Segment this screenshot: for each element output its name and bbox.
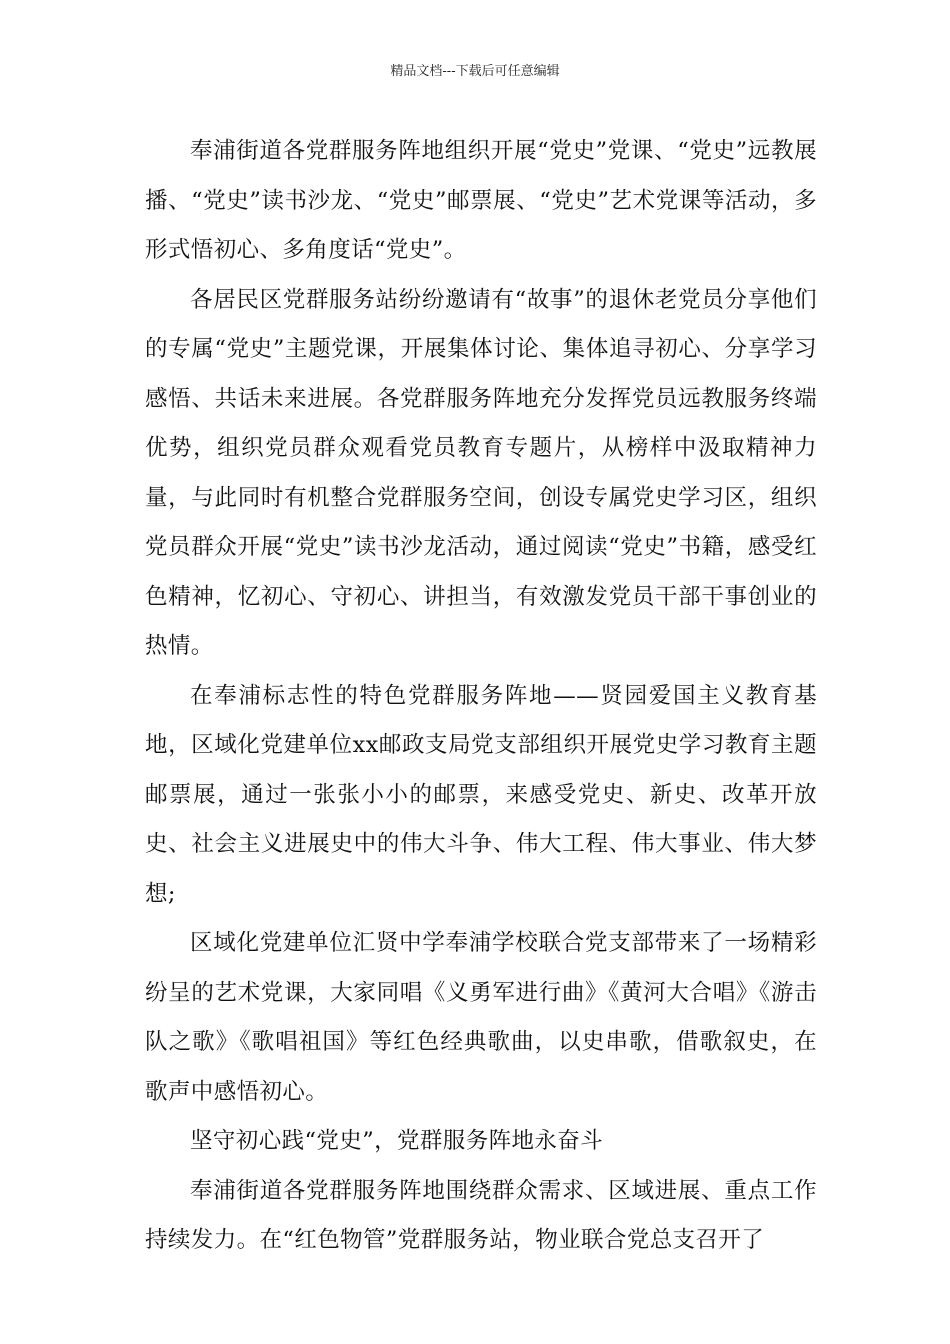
paragraph-5: 奉浦街道各党群服务阵地围绕群众需求、区域进展、重点工作持续发力。在“红色物管”党群服务站，物业联合党总支召开了 [145,1177,817,1253]
section-heading: 坚守初心践“党史”，党群服务阵地永奋斗 [190,1128,604,1154]
paragraph-2: 各居民区党群服务站纷纷邀请有“故事”的退休老党员分享他们的专属“党史”主题党课，开展集体讨论、集体追寻初心、分享学习感悟、共话未来进展。各党群服务阵地充分发挥党员远教服务终端优势，组织党员群众观看党员教育专题片，从榜样中汲取精神力量，与此同时有机整合党群服务空间，创设专属党史学习区，组织党员群众开展“党史”读书沙龙活动，通过阅读“党史”书籍，感受红色精神，忆初心、守初心、讲担当，有效激发党员干部干事创业的热情。 [145,286,817,659]
paragraph-4: 区域化党建单位汇贤中学奉浦学校联合党支部带来了一场精彩纷呈的艺术党课，大家同唱《义勇军进行曲》《黄河大合唱》《游击队之歌》《歌唱祖国》等红色经典歌曲，以史串歌，借歌叙史，在歌声中感悟初心。 [145,930,817,1105]
paragraph-1: 奉浦街道各党群服务阵地组织开展“党史”党课、“党史”远教展播、“党史”读书沙龙、“党史”邮票展、“党史”艺术党课等活动，多形式悟初心、多角度话“党史”。 [145,138,817,263]
paragraph-3: 在奉浦标志性的特色党群服务阵地——贤园爱国主义教育基地，区域化党建单位xx邮政支局党支部组织开展党史学习教育主题邮票展，通过一张张小小的邮票，来感受党史、新史、改革开放史、社会主义进展史中的伟大斗争、伟大工程、伟大事业、伟大梦想; [145,682,817,907]
page-header: 精品文档---下载后可任意编辑 [390,64,560,79]
document-body [145,127,817,1266]
